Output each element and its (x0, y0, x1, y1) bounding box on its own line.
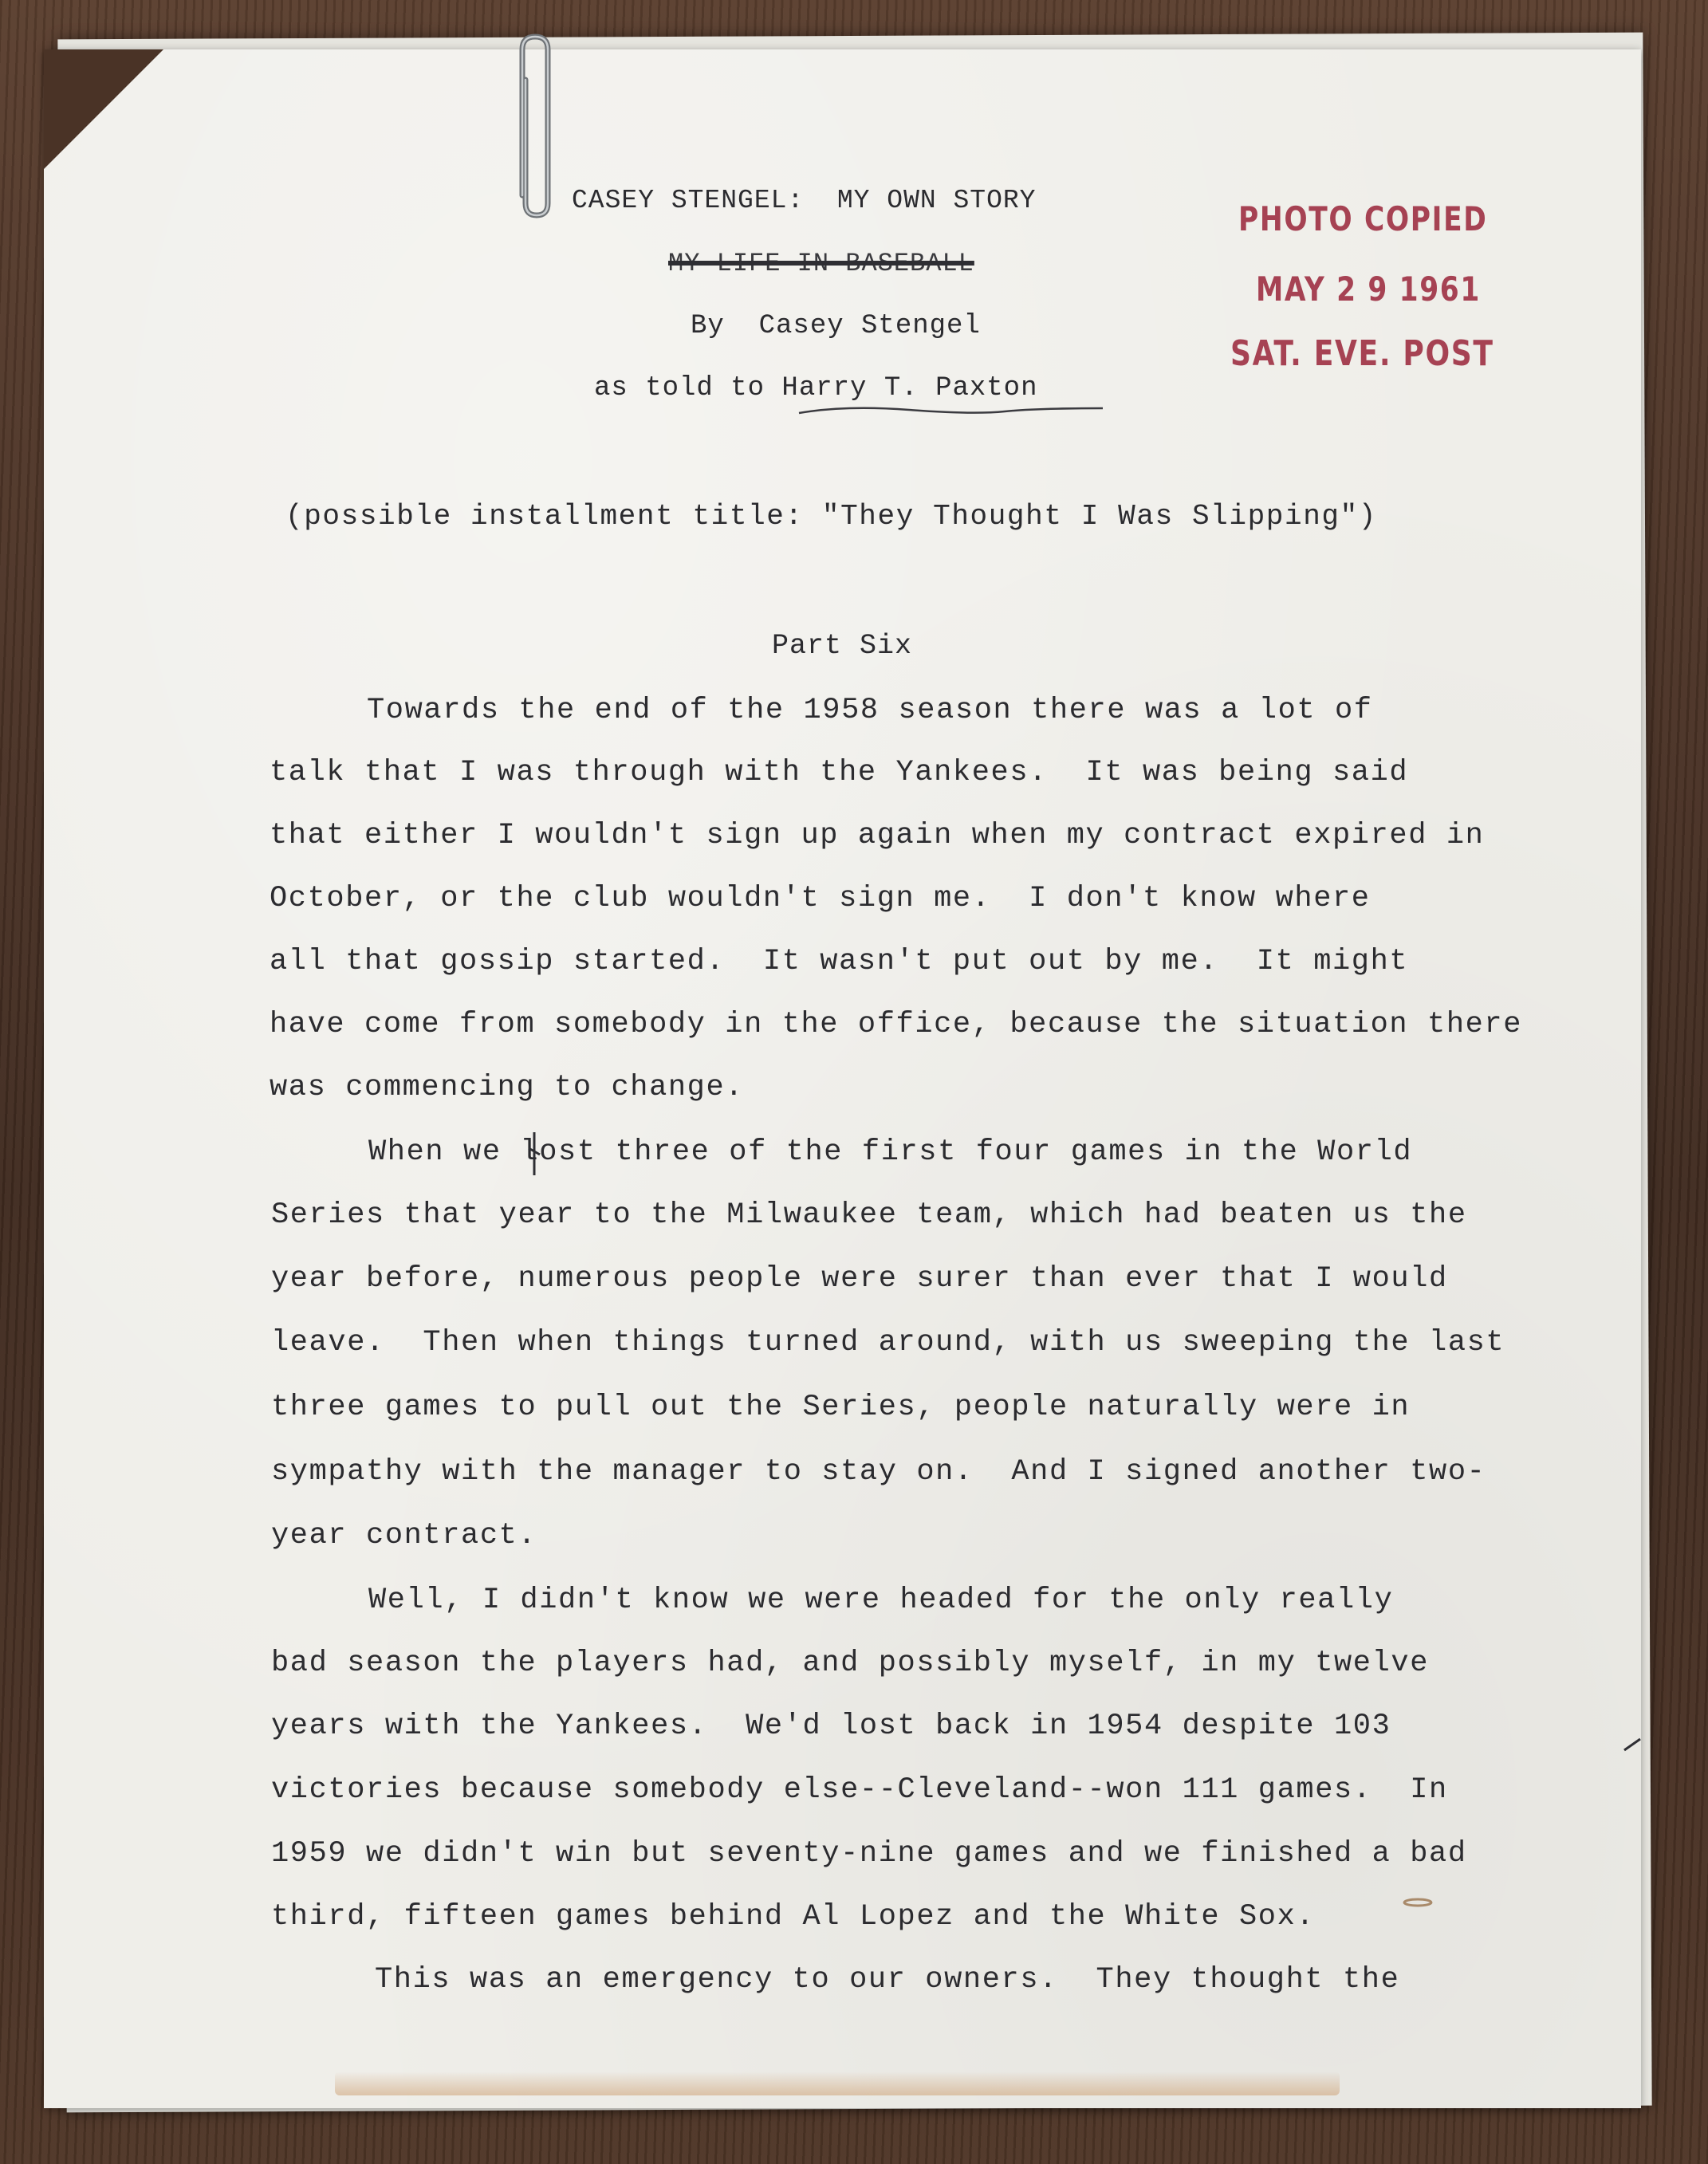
body-line: year contract. (271, 1519, 537, 1552)
body-line: years with the Yankees. We'd lost back in 1954 despite 103 (271, 1710, 1391, 1743)
part-heading: Part Six (772, 630, 913, 662)
paperclip-icon (511, 32, 559, 219)
body-line: all that gossip started. It wasn't put out by me. It might (270, 945, 1409, 978)
body-line: bad season the players had, and possibly myself, in my twelve (271, 1647, 1430, 1680)
body-line: sympathy with the manager to stay on. And I signed another two- (271, 1455, 1486, 1489)
ink-tick (1623, 1734, 1643, 1755)
ink-smudge (1402, 1896, 1434, 1909)
page-edge-stain (335, 2072, 1340, 2095)
document-title: CASEY STENGEL: MY OWN STORY (572, 186, 1037, 215)
body-line: This was an emergency to our owners. They thought the (375, 1963, 1400, 1997)
body-line: When we lost three of the first four games in the World (368, 1135, 1413, 1169)
stamp-publication: SAT. EVE. POST (1230, 333, 1494, 374)
stamp-photo-copied: PHOTO COPIED (1238, 199, 1488, 238)
byline: By Casey Stengel (691, 311, 981, 341)
folded-corner (44, 49, 163, 169)
body-line: that either I wouldn't sign up again when my contract expired in (270, 819, 1485, 852)
body-line: 1959 we didn't win but seventy-nine games and we finished a bad (271, 1837, 1467, 1871)
body-line: have come from somebody in the office, because the situation there (270, 1008, 1523, 1041)
body-line: Well, I didn't know we were headed for the only really (368, 1584, 1394, 1617)
body-line: Towards the end of the 1958 season there was a lot of (367, 694, 1373, 727)
body-line: third, fifteen games behind Al Lopez and the White Sox. (271, 1900, 1316, 1934)
installment-title: (possible installment title: "They Thought I Was Slipping") (285, 500, 1378, 533)
body-line: October, or the club wouldn't sign me. I don't know where (270, 882, 1371, 915)
body-line: leave. Then when things turned around, with us sweeping the last (271, 1326, 1505, 1359)
struck-out-title: MY LIFE IN BASEBALL (668, 249, 974, 278)
body-line: was commencing to change. (270, 1071, 745, 1104)
body-line: year before, numerous people were surer than ever that I would (271, 1262, 1448, 1296)
stamp-date: MAY 2 9 1961 (1256, 270, 1482, 309)
body-line: three games to pull out the Series, people naturally were in (271, 1391, 1411, 1424)
body-line: victories because somebody else--Cleveland--won 111 games. In (271, 1773, 1448, 1807)
body-line: Series that year to the Milwaukee team, which had beaten us the (271, 1198, 1467, 1232)
body-line: talk that I was through with the Yankees. It was being said (270, 756, 1409, 789)
handwritten-underline (797, 402, 1104, 421)
as-told-to: as told to Harry T. Paxton (594, 373, 1038, 403)
ink-correction-mark (526, 1131, 542, 1177)
